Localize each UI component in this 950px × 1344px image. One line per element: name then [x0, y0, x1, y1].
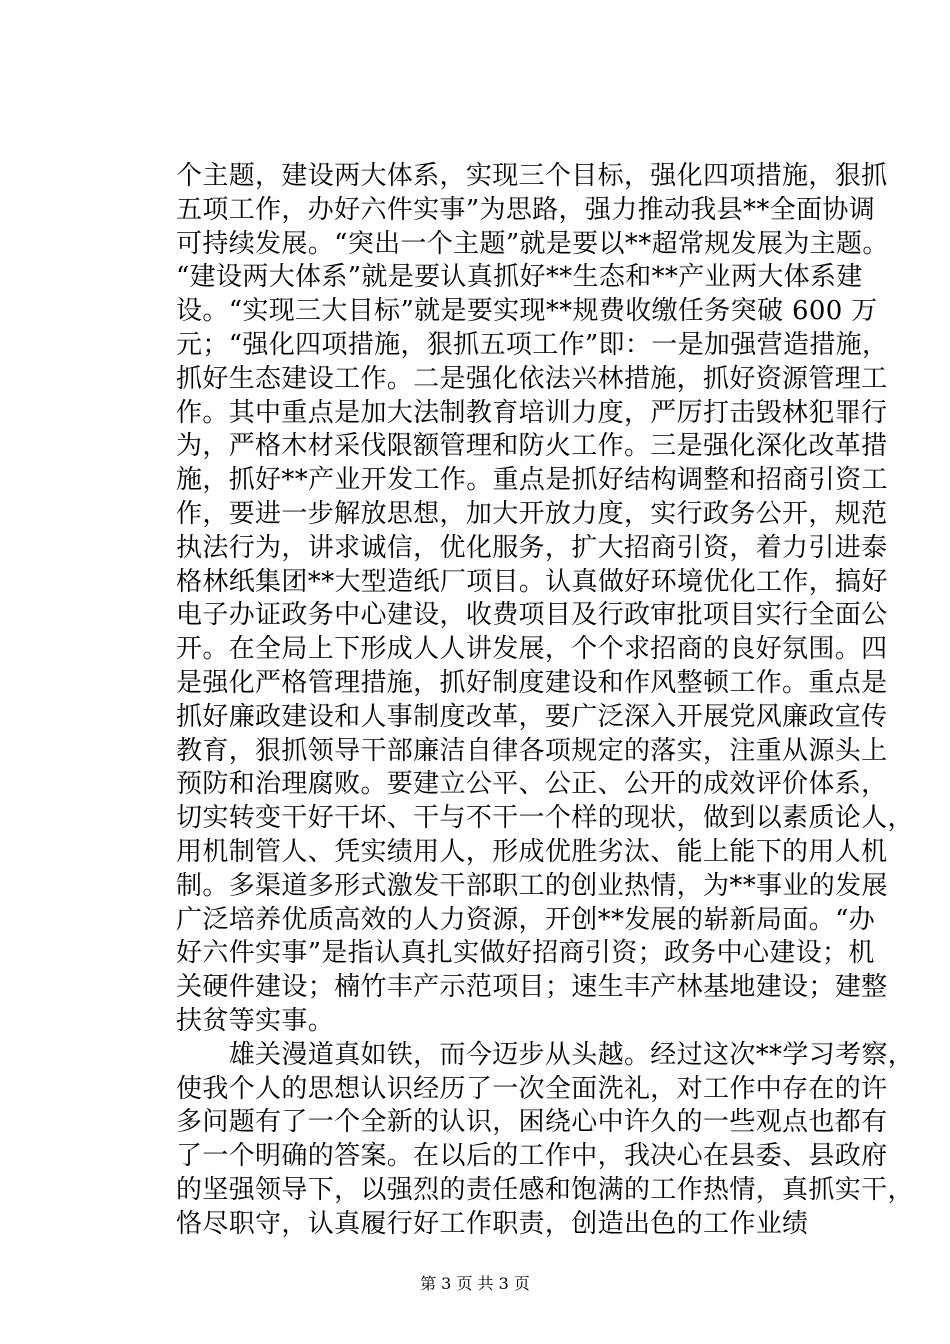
text-line: 设。“实现三大目标”就是要实现**规费收缴任务突破 600 万	[176, 296, 878, 327]
text-line: “建设两大体系”就是要认真抓好**生态和**产业两大体系建	[176, 262, 863, 293]
text-line: 元；“强化四项措施，狠抓五项工作”即：一是加强营造措施，	[176, 329, 889, 360]
text-line: 的坚强领导下，以强烈的责任感和饱满的工作热情，真抓实干，	[176, 1174, 914, 1205]
text-line: 恪尽职守，认真履行好工作职责，创造出色的工作业绩	[176, 1208, 809, 1239]
text-line: 广泛培养优质高效的人力资源，开创**发展的崭新局面。“办	[176, 904, 876, 935]
text-line: 使我个人的思想认识经历了一次全面洗礼，对工作中存在的许	[176, 1073, 888, 1104]
text-line: 作，要进一步解放思想，加大开放力度，实行政务公开，规范	[176, 498, 888, 529]
text-line: 多问题有了一个全新的认识，困绕心中许久的一些观点也都有	[176, 1107, 888, 1138]
text-line: 雄关漫道真如铁，而今迈步从头越。经过这次**学习考察，	[176, 1039, 915, 1070]
text-line: 可持续发展。“突出一个主题”就是要以**超常规发展为主题。	[176, 228, 889, 259]
page-number-footer: 第 3 页 共 3 页	[420, 1274, 530, 1293]
text-line: 五项工作，办好六件实事”为思路，强力推动我县**全面协调	[176, 194, 876, 225]
text-line: 执法行为，讲求诚信，优化服务，扩大招商引资，着力引进泰	[176, 532, 888, 563]
text-line: 个主题，建设两大体系，实现三个目标，强化四项措施，狠抓	[176, 161, 888, 191]
document-body	[176, 160, 915, 1242]
text-line: 抓好廉政建设和人事制度改革，要广泛深入开展党风廉政宣传	[176, 701, 888, 732]
text-line: 切实转变干好干坏、干与不干一个样的现状，做到以素质论人，	[176, 803, 914, 834]
text-line: 关硬件建设；楠竹丰产示范项目；速生丰产林基地建设；建整	[176, 972, 888, 1003]
text-line: 好六件实事”是指认真扎实做好招商引资；政务中心建设；机	[176, 938, 875, 969]
text-line: 预防和治理腐败。要建立公平、公正、公开的成效评价体系，	[176, 769, 888, 800]
text-line: 是强化严格管理措施，抓好制度建设和作风整顿工作。重点是	[176, 667, 888, 698]
text-line: 格林纸集团**大型造纸厂项目。认真做好环境优化工作，搞好	[176, 566, 888, 597]
text-line: 开。在全局上下形成人人讲发展，个个求招商的良好氛围。四	[176, 634, 888, 665]
text-line: 为，严格木材采伐限额管理和防火工作。三是强化深化改革措	[176, 431, 888, 462]
text-line: 扶贫等实事。	[176, 1005, 335, 1036]
text-line: 教育，狠抓领导干部廉洁自律各项规定的落实，注重从源头上	[176, 735, 888, 766]
text-line: 施，抓好**产业开发工作。重点是抓好结构调整和招商引资工	[176, 465, 888, 496]
text-line: 了一个明确的答案。在以后的工作中，我决心在县委、县政府	[176, 1141, 888, 1172]
text-line: 制。多渠道多形式激发干部职工的创业热情，为**事业的发展	[176, 870, 888, 901]
text-line: 用机制管人、凭实绩用人，形成优胜劣汰、能上能下的用人机	[176, 836, 888, 867]
text-line: 作。其中重点是加大法制教育培训力度，严厉打击毁林犯罪行	[176, 397, 888, 428]
text-line: 电子办证政务中心建设，收费项目及行政审批项目实行全面公	[176, 600, 888, 631]
text-line: 抓好生态建设工作。二是强化依法兴林措施，抓好资源管理工	[176, 363, 888, 394]
